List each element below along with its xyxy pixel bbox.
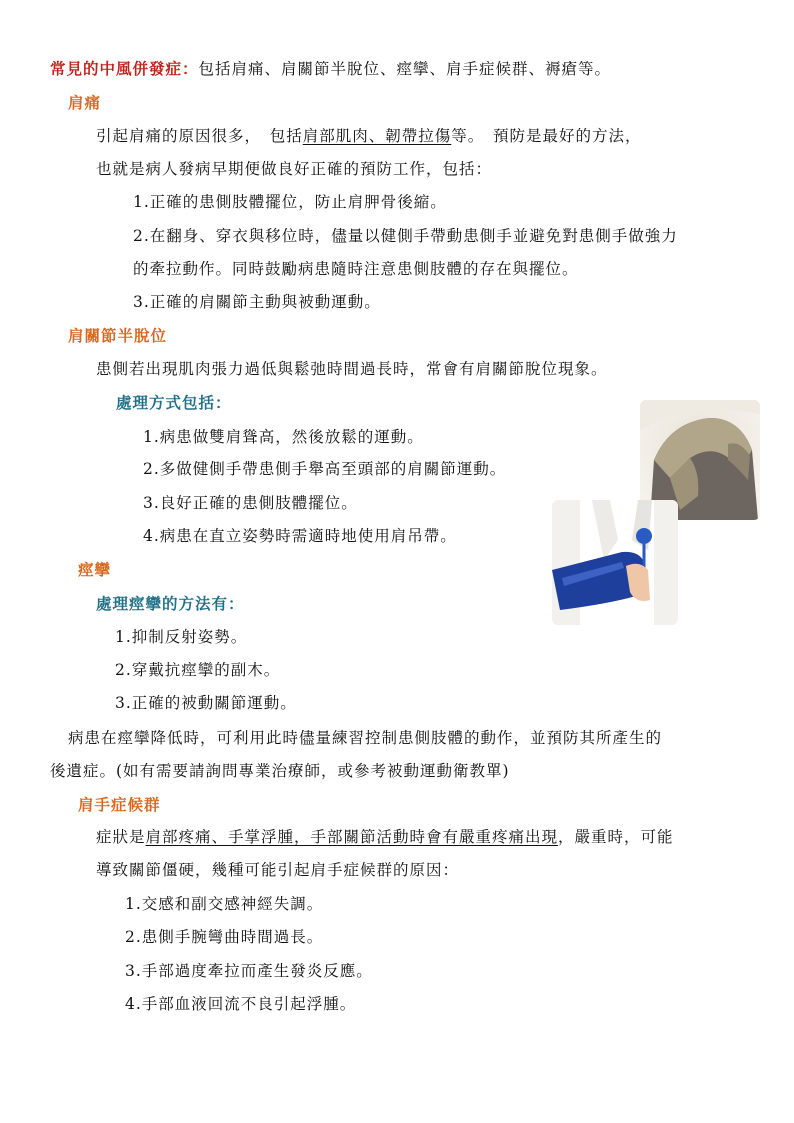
list-item: 的牽拉動作。同時鼓勵病患隨時注意患側肢體的存在與擺位。 xyxy=(133,260,579,278)
heading-spasm: 痙攣 xyxy=(78,560,112,579)
intro-text: 包括肩痛、肩關節半脫位、痙攣、肩手症候群、褥瘡等。 xyxy=(198,60,612,78)
spasm-subheading: 處理痙攣的方法有： xyxy=(96,594,245,613)
shoulder-pain-para-1 xyxy=(96,125,642,147)
intro-title: 常見的中風併發症： xyxy=(50,59,199,78)
subluxation-subheading: 處理方式包括： xyxy=(116,393,232,412)
list-item: 2.在翻身、穿衣與移位時，儘量以健側手帶動患側手並避免對患側手做強力 xyxy=(133,227,678,245)
list-item: 1.交感和副交感神經失調。 xyxy=(125,895,324,913)
list-item: 4.病患在直立姿勢時需適時地使用肩吊帶。 xyxy=(143,527,457,545)
list-item: 3.良好正確的患側肢體擺位。 xyxy=(143,494,358,512)
list-item: 3.正確的被動關節運動。 xyxy=(115,694,297,712)
list-item: 3.手部過度牽拉而產生發炎反應。 xyxy=(125,962,373,980)
list-item: 3.正確的肩關節主動與被動運動。 xyxy=(133,293,381,311)
list-item: 1.正確的患側肢體擺位，防止肩胛骨後縮。 xyxy=(133,193,447,211)
list-item: 2.多做健側手帶患側手舉高至頭部的肩關節運動。 xyxy=(143,460,507,478)
spasm-para-2: 後遺症。(如有需要請詢問專業治療師，或參考被動運動衛教單) xyxy=(50,762,510,780)
shoulder-hand-p1-underline: 肩部疼痛、手掌浮腫，手部關節活動時會有嚴重疼痛出現 xyxy=(145,828,559,846)
heading-shoulder-pain: 肩痛 xyxy=(68,93,102,112)
list-item: 4.手部血液回流不良引起浮腫。 xyxy=(125,995,357,1013)
shoulder-hand-p1b: ，嚴重時，可能 xyxy=(558,828,674,846)
list-item: 2.穿戴抗痙攣的副木。 xyxy=(115,661,281,679)
shoulder-pain-para-2: 也就是病人發病早期便做良好正確的預防工作，包括： xyxy=(96,160,493,178)
shoulder-pain-p1b: 等。 預防是最好的方法， xyxy=(451,127,642,145)
shoulder-hand-para-2: 導致關節僵硬，幾種可能引起肩手症候群的原因： xyxy=(96,861,460,879)
list-item: 1.抑制反射姿勢。 xyxy=(115,628,248,646)
subluxation-text: 患側若出現肌肉張力過低與鬆弛時間過長時，常會有肩關節脫位現象。 xyxy=(96,360,608,378)
heading-subluxation: 肩關節半脫位 xyxy=(68,326,168,345)
heading-shoulder-hand: 肩手症候群 xyxy=(78,795,161,814)
spasm-para-1: 病患在痙攣降低時，可利用此時儘量練習控制患側肢體的動作，並預防其所產生的 xyxy=(68,729,663,747)
list-item: 2.患側手腕彎曲時間過長。 xyxy=(125,928,324,946)
arm-sling-photo xyxy=(552,500,678,625)
intro-line xyxy=(50,58,611,80)
shoulder-hand-p1a: 症狀是 xyxy=(96,828,146,846)
shoulder-pain-p1-underline: 肩部肌肉、韌帶拉傷 xyxy=(302,127,452,145)
list-item: 1.病患做雙肩聳高，然後放鬆的運動。 xyxy=(143,428,424,446)
shoulder-hand-para-1 xyxy=(96,826,674,848)
shoulder-pain-p1a: 引起肩痛的原因很多， 包括 xyxy=(96,127,303,145)
